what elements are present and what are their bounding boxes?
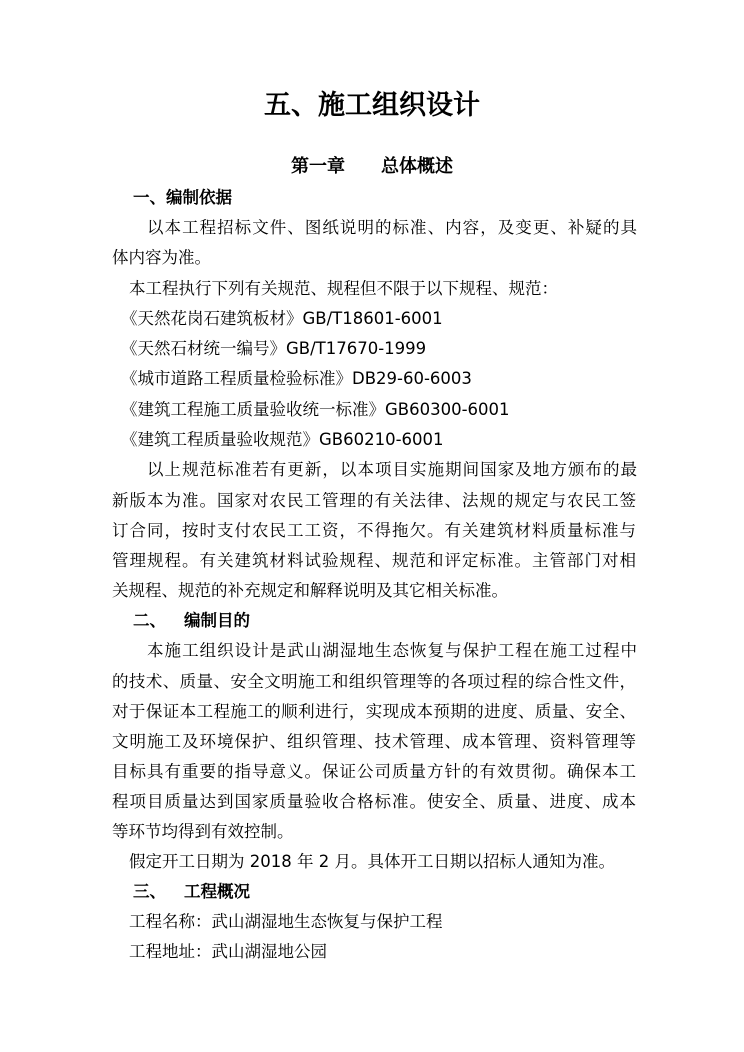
- section-title: 工程概况: [184, 882, 250, 901]
- paragraph-line: 程项目质量达到国家质量验收合格标准。使安全、质量、进度、成本: [112, 792, 636, 811]
- standards-intro: 本工程执行下列有关规范、规程但不限于以下规程、规范：: [129, 279, 558, 298]
- paragraph-line: 体内容为准。: [112, 248, 211, 267]
- chapter-heading: [0, 152, 744, 182]
- paragraph-line: 文明施工及环境保护、组织管理、技术管理、成本管理、资料管理等: [112, 732, 636, 751]
- standard-item: 《建筑工程质量验收规范》GB60210-6001: [121, 430, 444, 449]
- project-name: 工程名称：武山湖湿地生态恢复与保护工程: [129, 912, 443, 931]
- section-heading-overview: [133, 877, 250, 907]
- section-heading-purpose: [133, 606, 250, 636]
- paragraph-line: 的技术、质量、安全文明施工和组织管理等的各项过程的综合性文件，: [112, 672, 636, 691]
- project-address: 工程地址：武山湖湿地公园: [129, 942, 327, 961]
- standard-item: 《城市道路工程质量检验标准》DB29-60-6003: [121, 369, 472, 388]
- paragraph-line: 本施工组织设计是武山湖湿地生态恢复与保护工程在施工过程中: [147, 641, 637, 660]
- paragraph-line: 新版本为准。国家对农民工管理的有关法律、法规的规定与农民工签: [112, 491, 636, 510]
- standard-item: 《天然石材统一编号》GB/T17670-1999: [121, 339, 427, 358]
- start-date-note: 假定开工日期为 2018 年 2 月。具体开工日期以招标人通知为准。: [129, 852, 615, 871]
- paragraph-line: 关规程、规范的补充规定和解释说明及其它相关标准。: [112, 581, 508, 600]
- section-heading-basis: 一、编制依据: [133, 188, 232, 207]
- chapter-number: 第一章: [291, 156, 345, 177]
- section-number: 三、: [133, 882, 166, 901]
- section-number: 二、: [133, 611, 166, 630]
- paragraph-line: 管理规程。有关建筑材料试验规程、规范和评定标准。主管部门对相: [112, 551, 636, 570]
- paragraph-line: 以本工程招标文件、图纸说明的标准、内容，及变更、补疑的具: [147, 218, 637, 237]
- paragraph-line: 订合同，按时支付农民工工资，不得拖欠。有关建筑材料质量标准与: [112, 521, 636, 540]
- document-title: 五、施工组织设计: [264, 90, 480, 121]
- paragraph-line: 以上规范标准若有更新，以本项目实施期间国家及地方颁布的最: [147, 460, 637, 479]
- paragraph-line: 对于保证本工程施工的顺利进行，实现成本预期的进度、质量、安全、: [112, 702, 636, 721]
- paragraph-line: 等环节均得到有效控制。: [112, 822, 294, 841]
- standard-item: 《建筑工程施工质量验收统一标准》GB60300-6001: [121, 400, 510, 419]
- paragraph-line: 目标具有重要的指导意义。保证公司质量方针的有效贯彻。确保本工: [112, 762, 636, 781]
- standard-item: 《天然花岗石建筑板材》GB/T18601-6001: [121, 309, 443, 328]
- section-title: 编制目的: [184, 611, 250, 630]
- chapter-name: 总体概述: [381, 156, 453, 177]
